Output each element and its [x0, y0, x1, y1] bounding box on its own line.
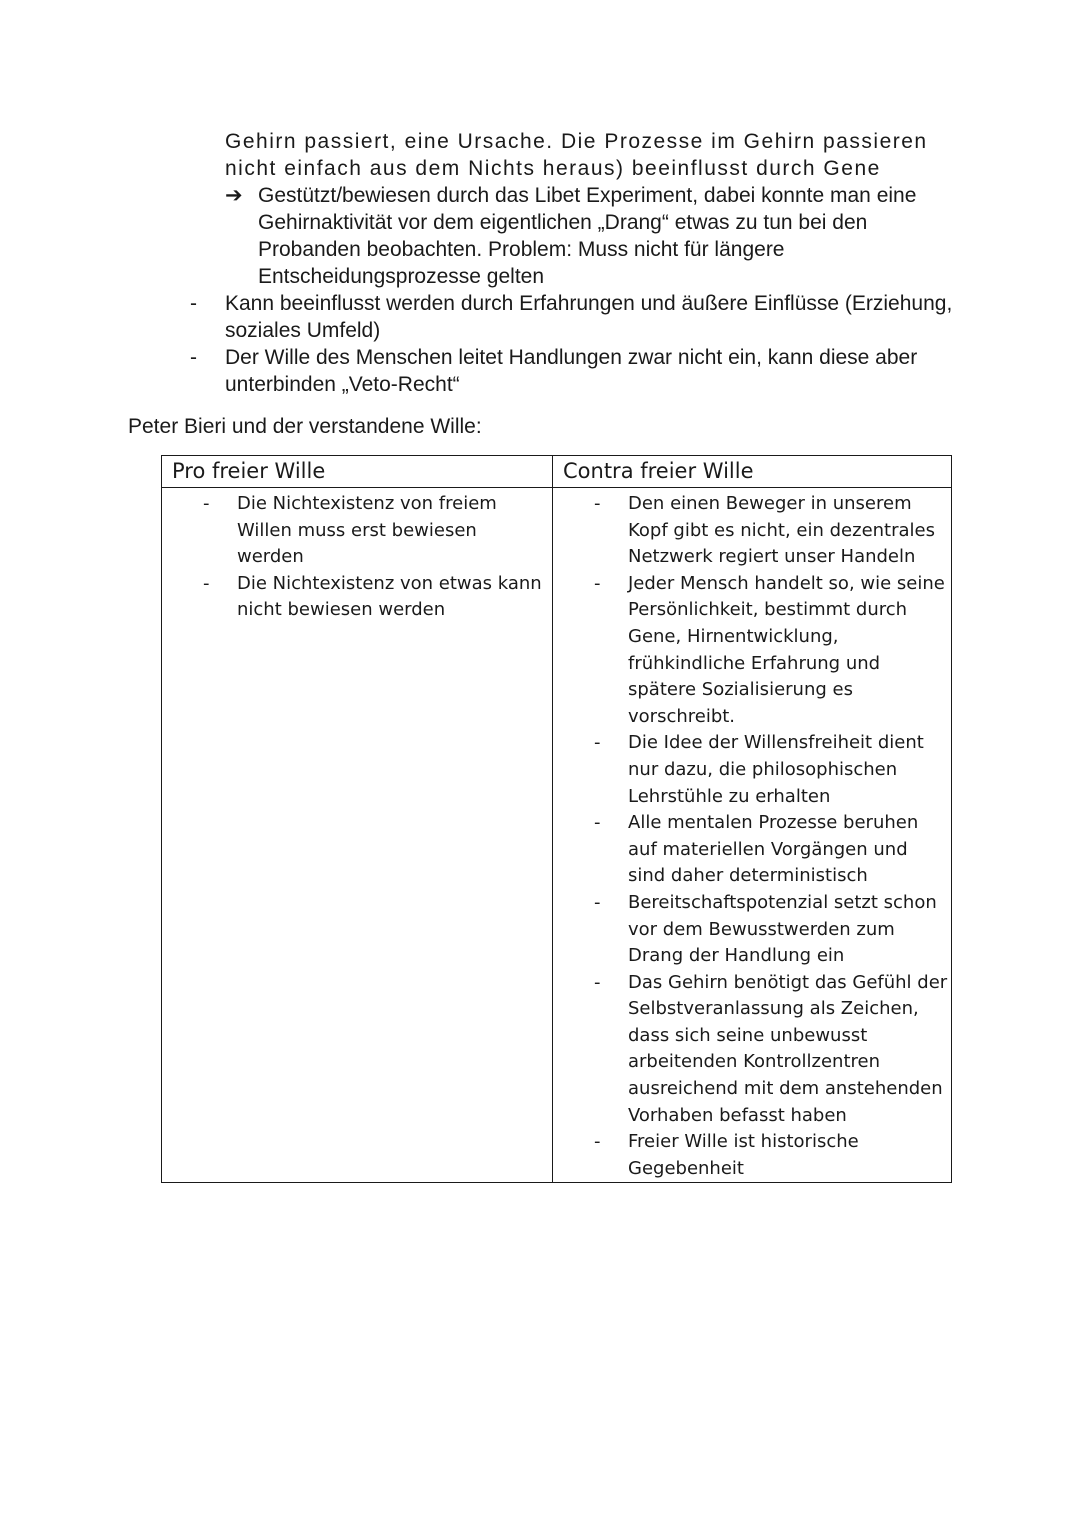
arrow-item-text: Gestützt/bewiesen durch das Libet Experiment, dabei konnte man eine Gehirnaktivität vor dem eigentlichen „Drang“ etwas zu tun bei den Probanden beobachten. Problem: Muss nicht für längere Entscheidungsprozesse gelten	[258, 184, 917, 288]
contra-list	[553, 488, 951, 1182]
pro-list	[162, 488, 552, 624]
list-item	[553, 970, 951, 1130]
contra-column-header: Contra freier Wille	[553, 456, 952, 488]
dash-marker: -	[594, 1131, 601, 1153]
pro-column-cell	[162, 488, 553, 1183]
list-item-text: Die Idee der Willensfreiheit dient nur dazu, die philosophischen Lehrstühle zu erhalten	[628, 732, 924, 807]
list-item	[553, 1129, 951, 1182]
dash-marker: -	[594, 493, 601, 514]
list-item-text: Die Nichtexistenz von freiem Willen muss erst bewiesen werden	[237, 493, 497, 568]
dash-marker: -	[594, 732, 601, 754]
pro-column-header: Pro freier Wille	[162, 456, 553, 488]
section-heading: Peter Bieri und der verstandene Wille:	[128, 415, 482, 438]
dash-marker: -	[594, 812, 601, 834]
dash-item-text: Kann beeinflusst werden durch Erfahrungen und äußere Einflüsse (Erziehung, soziales Umfeld)	[225, 292, 953, 342]
pro-contra-table	[161, 455, 952, 1183]
dash-marker: -	[203, 572, 210, 594]
dash-marker: -	[594, 971, 601, 993]
list-item	[162, 491, 552, 571]
dash-item-text: Der Wille des Menschen leitet Handlungen zwar nicht ein, kann diese aber unterbinden „Veto-Recht“	[225, 346, 918, 396]
list-item	[553, 730, 951, 810]
dash-marker: -	[190, 292, 197, 315]
list-item	[553, 571, 951, 731]
list-item-text: Die Nichtexistenz von etwas kann nicht bewiesen werden	[237, 572, 542, 621]
arrow-icon: ➔	[225, 184, 243, 207]
dash-marker: -	[594, 891, 601, 913]
list-item	[553, 810, 951, 890]
dash-marker: -	[190, 346, 197, 369]
list-item-text: Alle mentalen Prozesse beruhen auf materiellen Vorgängen und sind daher deterministisch	[628, 812, 919, 887]
continuation-paragraph	[225, 128, 965, 182]
list-item	[553, 890, 951, 970]
list-item	[553, 491, 951, 571]
dash-marker: -	[594, 572, 601, 594]
list-item-text: Den einen Beweger in unserem Kopf gibt es nicht, ein dezentrales Netzwerk regiert unser Handeln	[628, 493, 936, 568]
dash-marker: -	[203, 493, 210, 514]
list-item-text: Jeder Mensch handelt so, wie seine Persönlichkeit, bestimmt durch Gene, Hirnentwicklung, frühkindliche Erfahrung und spätere Sozialisierung es vorschreibt.	[628, 572, 945, 727]
continuation-line: nicht einfach aus dem Nichts heraus) beeinflusst durch Gene	[225, 157, 881, 180]
list-item-text: Bereitschaftspotenzial setzt schon vor dem Bewusstwerden zum Drang der Handlung ein	[628, 891, 937, 967]
list-item-text: Das Gehirn benötigt das Gefühl der Selbstveranlassung als Zeichen, dass sich seine unbewusst arbeitenden Kontrollzentren ausreichend mit dem anstehenden Vorhaben befasst haben	[628, 971, 948, 1126]
list-item	[162, 571, 552, 624]
continuation-line: Gehirn passiert, eine Ursache. Die Prozesse im Gehirn passieren	[225, 130, 928, 153]
list-item-text: Freier Wille ist historische Gegebenheit	[628, 1131, 859, 1179]
contra-column-cell	[553, 488, 952, 1183]
